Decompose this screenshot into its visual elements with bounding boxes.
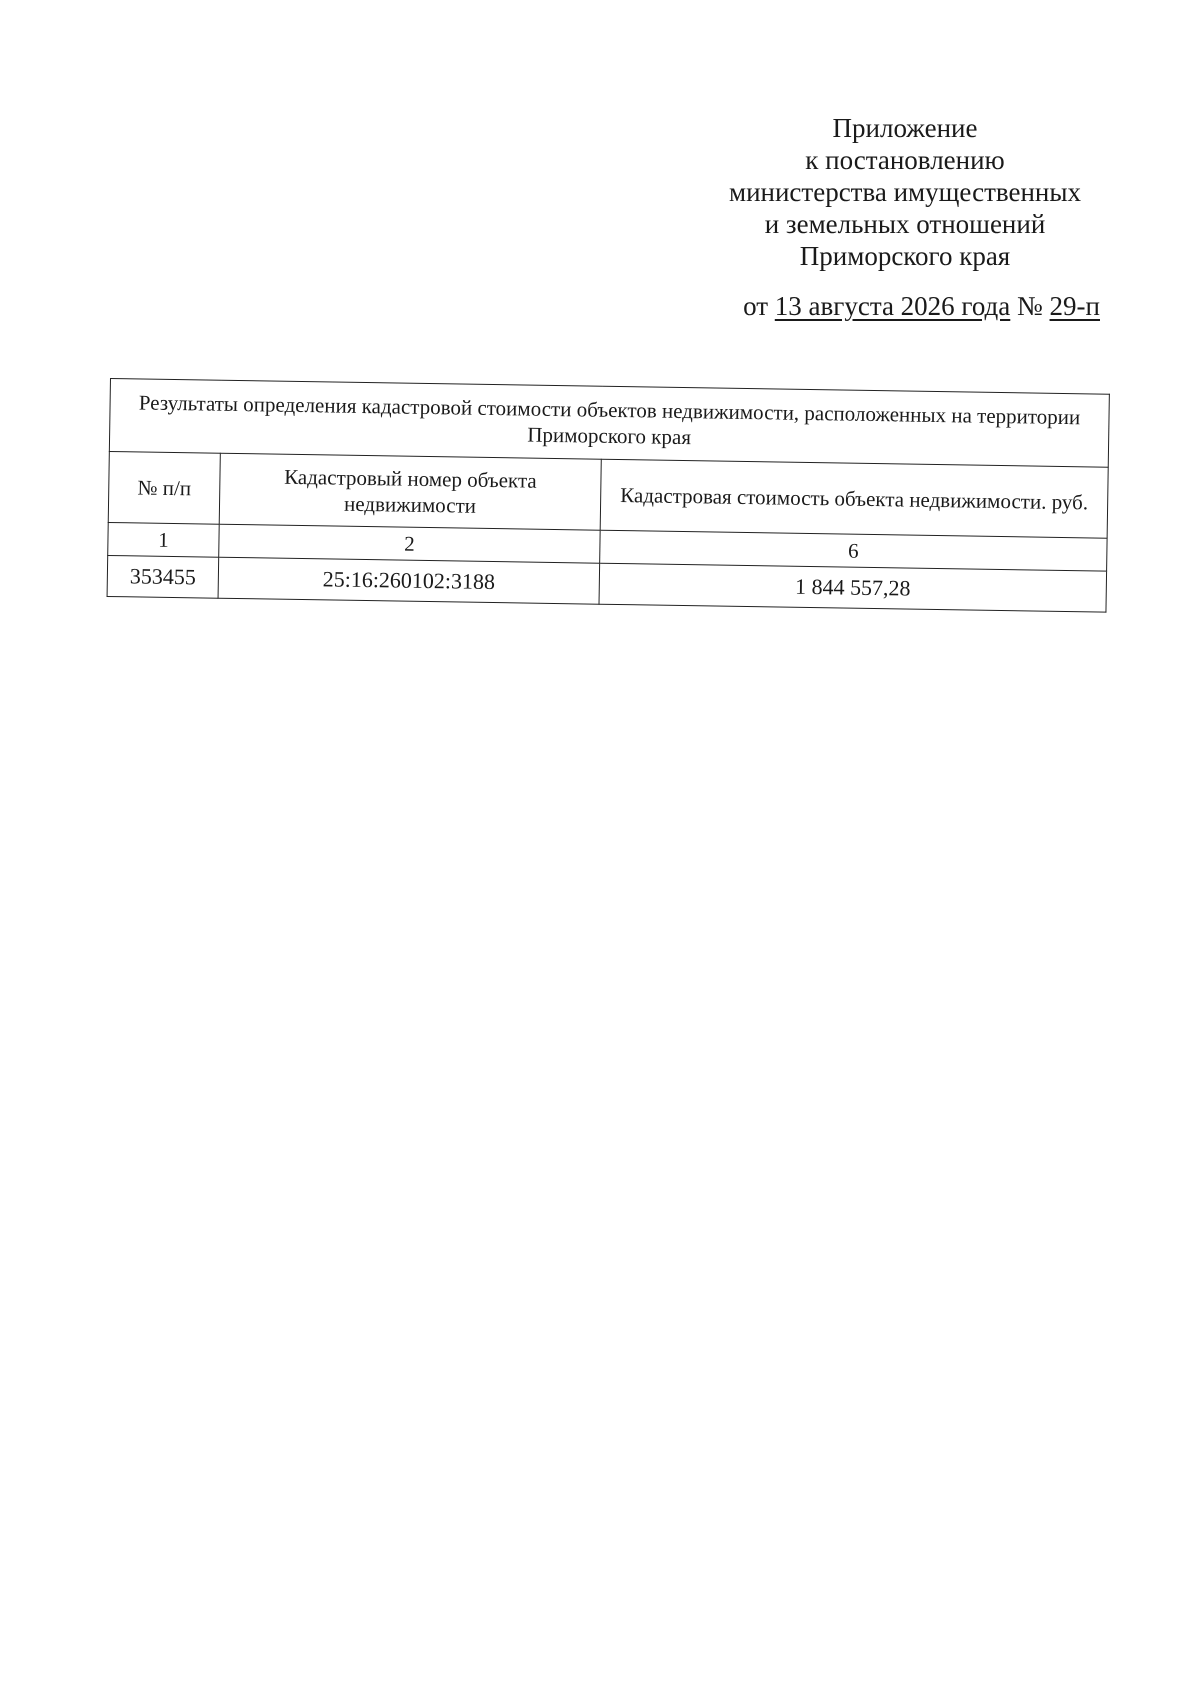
column-number: 1 — [108, 522, 220, 557]
column-number: 6 — [600, 530, 1107, 571]
column-header-index: № п/п — [108, 451, 220, 524]
cadastral-number: 25:16:260102:3188 — [218, 557, 600, 604]
resolution-date-line — [700, 290, 1100, 322]
appendix-subtitle-line: и земельных отношений — [764, 209, 1046, 239]
cadastral-table-wrapper — [107, 378, 1110, 613]
resolution-number: 29-п — [1049, 291, 1100, 321]
appendix-subtitle-line: к постановлению — [805, 145, 1005, 175]
column-header-cadastral-number: Кадастровый номер объекта недвижимости — [219, 453, 601, 530]
column-header-cadastral-value: Кадастровая стоимость объекта недвижимости. руб. — [600, 459, 1108, 538]
cadastral-value: 1 844 557,28 — [599, 563, 1107, 612]
appendix-subtitle-line: Приморского края — [799, 241, 1011, 271]
table-title: Результаты определения кадастровой стоимости объектов недвижимости, расположенных на территории Приморского края — [109, 379, 1109, 468]
row-index: 353455 — [107, 555, 219, 598]
date-prefix: от — [743, 291, 769, 321]
appendix-subtitle-line: министерства имущественных — [729, 177, 1081, 207]
appendix-title: Приложение — [832, 113, 978, 143]
appendix-header — [700, 112, 1110, 272]
number-sign: № — [1017, 291, 1043, 321]
column-number: 2 — [219, 524, 600, 563]
cadastral-value-table — [107, 378, 1110, 613]
resolution-date: 13 августа 2026 года — [774, 291, 1011, 321]
